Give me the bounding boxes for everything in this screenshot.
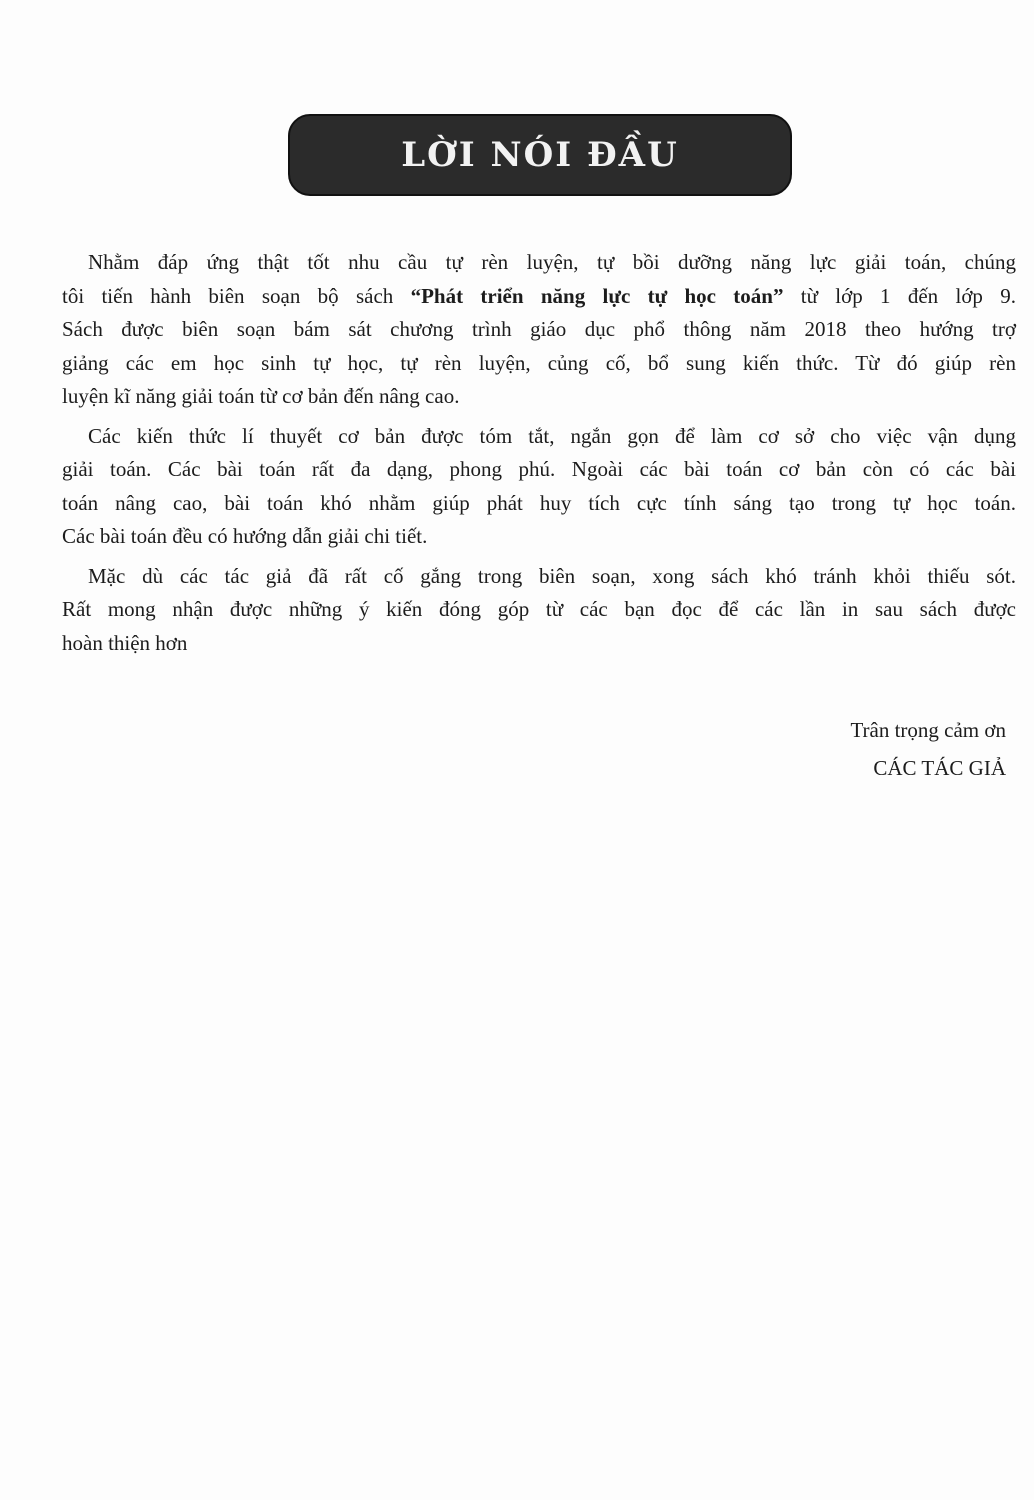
paragraph-line: hoàn thiện hơn: [62, 630, 188, 655]
paragraph-line: Rất mong nhận được những ý kiến đóng góp từ các bạn đọc để các lần in sau sách được: [62, 597, 1016, 621]
preface-body: [62, 246, 1016, 666]
closing-authors: CÁC TÁC GIẢ: [873, 756, 1006, 780]
paragraph-line: Các bài toán đều có hướng dẫn giải chi tiết.: [62, 524, 428, 548]
paragraph-line: giải toán. Các bài toán rất đa dạng, phong phú. Ngoài các bài toán cơ bản còn có các bài: [62, 457, 1016, 481]
paragraph-line: toán nâng cao, bài toán khó nhằm giúp phát huy tích cực tính sáng tạo trong tự học toán.: [62, 490, 1016, 515]
paragraph-line: Mặc dù các tác giả đã rất cố gắng trong biên soạn, xong sách khó tránh khỏi thiếu sót.: [88, 563, 1016, 588]
title-banner: [288, 114, 792, 196]
paragraph-1: [62, 246, 1016, 414]
paragraph-line: Sách được biên soạn bám sát chương trình giáo dục phổ thông năm 2018 theo hướng trợ: [62, 317, 1016, 341]
line-text: từ lớp 1 đến lớp 9.: [783, 283, 1016, 308]
paragraph-line: [62, 280, 1016, 314]
paragraph-2: [62, 420, 1016, 554]
paragraph-line: Các kiến thức lí thuyết cơ bản được tóm tắt, ngắn gọn để làm cơ sở cho việc vận dụng: [88, 423, 1016, 448]
closing-thanks: Trân trọng cảm ơn: [850, 718, 1006, 742]
book-title: “Phát triển năng lực tự học toán”: [410, 283, 784, 308]
paragraph-3: [62, 560, 1016, 661]
paragraph-line: giảng các em học sinh tự học, tự rèn luyện, củng cố, bổ sung kiến thức. Từ đó giúp rèn: [62, 350, 1016, 375]
paragraph-line: luyện kĩ năng giải toán từ cơ bản đến nâng cao.: [62, 384, 460, 408]
page-title: LỜI NÓI ĐẦU: [401, 135, 679, 175]
line-text: tôi tiến hành biên soạn bộ sách: [62, 283, 411, 308]
paragraph-line: Nhằm đáp ứng thật tốt nhu cầu tự rèn luyện, tự bồi dưỡng năng lực giải toán, chúng: [88, 250, 1016, 274]
